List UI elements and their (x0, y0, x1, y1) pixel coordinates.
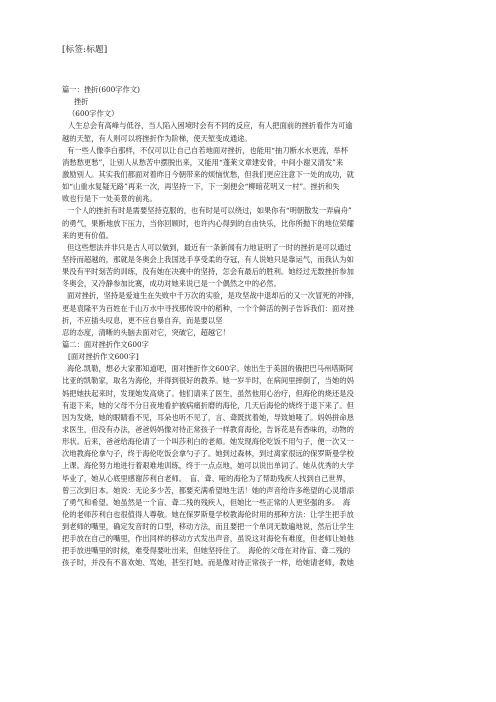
paragraph-line: 到老师的嘴里，确定发音时的口型，移动方法，而且要把一个单词无数遍地说，然后让学生 (62, 522, 354, 532)
paragraph-line: 坚持而超越的，那就是冬奥会上我国选手享受柔的夺冠，有人说她只是靠运气，而我认为如 (62, 254, 354, 264)
paragraph-line: 因为发烧，她的眼睛看不见，耳朵也听不见了，言、聋既扰着她，导致她哑了。妈妈拼命恳 (62, 412, 354, 422)
paragraph-line: 伦的老师莎利白也很值得人尊敬。她在保罗斯曼学校教海伦时用的那种方法：让学生把手放 (62, 509, 354, 519)
paragraph-line: 来的更有价值。 (62, 230, 114, 240)
paragraph-line: 冬奥会，又冷静参加比赛，成功对她来说已是一个偶然之中的必然。 (62, 279, 281, 289)
paragraph-line: 有一些人像李白那样，不仅可以让自己自若地面对挫折，也能用“抽刀断水水更流，举杯 (67, 145, 349, 155)
document-body (62, 84, 454, 570)
essay-subtitle: （600字作文） (68, 109, 119, 119)
paragraph-line: 一个人的挫折有时是需要坚持克服的，也有时是可以绕过，如果你有“明朝散发一弄扁舟” (67, 206, 352, 216)
paragraph-line: 把手放在自己的嘴里，作出同样的移动方式发出声音，虽说这对海伦有难度，但老师让她他 (62, 534, 354, 544)
paragraph-line: 败也行是下一处美景的前兆。 (62, 194, 157, 204)
paragraph-line: 形状。后来，爸爸给海伦请了一个叫莎利白的老师。她发现海伦吃饭不用勺子，便一次又一 (62, 437, 354, 447)
paragraph-line: 孩子时，并没有不喜欢她、骂她，甚至打她。而是像对待正常孩子一样，给她请老师，教她 (62, 558, 354, 568)
paragraph-line: 折，不应插头叹息，更不应自暴自弃，而是要以坚 (62, 315, 223, 325)
paragraph-line: 次地教海伦拿勺子，终于海伦吃饭会拿勺子了。她到过森林，到过离家很远的保罗斯曼学校 (62, 449, 354, 459)
paragraph-line: 有退下来，她的父母不分日夜地看护被病痛折磨的海伦，几天后海伦的烧终于退下来了。但 (62, 400, 354, 410)
section-heading-1: 篇一：挫折(600字作文) (62, 85, 140, 94)
paragraph-line: 人生总会有高峰与低谷，当人陷入困境时会有不同的反应，有人把面前的挫折看作为可逾 (68, 121, 353, 131)
paragraph-line: 把手放进嘴里的时候，难受得要吐出来，但她坚持住了。 海伦的父母在对待盲、聋二残的 (62, 546, 351, 556)
paragraph-line: 求医生，但没有办法，爸爸妈妈像对待正常孩子一样教育海伦，告诉花是有香味的，动物的 (62, 424, 354, 434)
paragraph-line: 了勇气和希望。她虽然是一个盲、聋二残的残疾人，但她比一些正常的人更坚强的多。 海 (62, 497, 351, 507)
paragraph-line: 更是袁隆平为百姓在千山万水中寻找那传说中的稻种，一个个鲜活的例子告诉我们：面对挫 (62, 303, 354, 313)
paragraph-line: 曾三次到日本。她说：无论多少苦，都要充满希望地生活！她的声音给许多绝望的心灵增添 (62, 485, 354, 495)
essay-bracket-title: [面对挫折作文600字] (68, 352, 139, 362)
paragraph-line: 面对挫折，坚持是爱迪生在失败中千万次的实验，是攻坚战中退却后的又一次冒死的冲锋， (67, 291, 359, 301)
paragraph-line: 如“山重水复疑无路”再来一次，再坚持一下，下一刻便会“柳暗花明又一村”。挫折和失 (62, 182, 340, 192)
essay-title: 挫折 (74, 97, 89, 107)
paragraph-line: 忍的态度，清晰的头脑去面对它，突破它，超越它！ (62, 327, 230, 337)
paragraph-line: 激励别人。其实我们都面对着昨日今朝带来的烦恼忧愁，但我们更应注意下一处的成功，就 (62, 169, 354, 179)
paragraph-line: 毕业了，她从心底里感谢莎利白老师。 盲、聋、哑的海伦为了帮助残疾人找到自己世界， (62, 473, 351, 483)
paragraph-line: 妈把她扶起来时，发现她发高烧了。他们请来了医生，虽然他用心治疗，但海伦的烧还是没 (62, 388, 354, 398)
paragraph-line: 海伦.凯勒，想必大家都知道吧，面对挫折作文600字。她出生于美国的俄把巴马州塔斯阿 (67, 364, 354, 374)
paragraph-line: 上课。海伦努力地进行着艰难地训练，终于一点点地，她可以说出单词了。她从优秀的大学 (62, 461, 354, 471)
paragraph-line: 比亚的凯勒家，取名为海伦，并得到很好的教养。她一岁半时，在病间里摔倒了，当她的妈 (62, 376, 354, 386)
paragraph-line: 越的天堑，有人则可以将挫折作为阶梯，使天堑变成通途。 (62, 133, 252, 143)
section-heading-2: 篇二：面对挫折作文600字 (62, 339, 149, 349)
paragraph-line: 消愁愁更愁”，让别人从愁苦中摆脱出来，又能用“蓬莱文章建安骨，中间小谢又清发”来 (62, 157, 344, 167)
paragraph-line: 但这些想法并非只是古人可以做到，最近有一条新闻有力地证明了一时的挫折是可以通过 (67, 242, 352, 252)
tag-title: [标签:标题] (62, 45, 108, 55)
paragraph-line: 的勇气，果断地放下压力，当你回顾时，也许内心得到的自由快乐，比你所抛下的地位荣耀 (62, 218, 354, 228)
paragraph-line: 果没有平时刻苦的训练，没有她在决赛中的坚持，怎会有最后的胜利。她经过无数挫折参加 (62, 267, 354, 277)
